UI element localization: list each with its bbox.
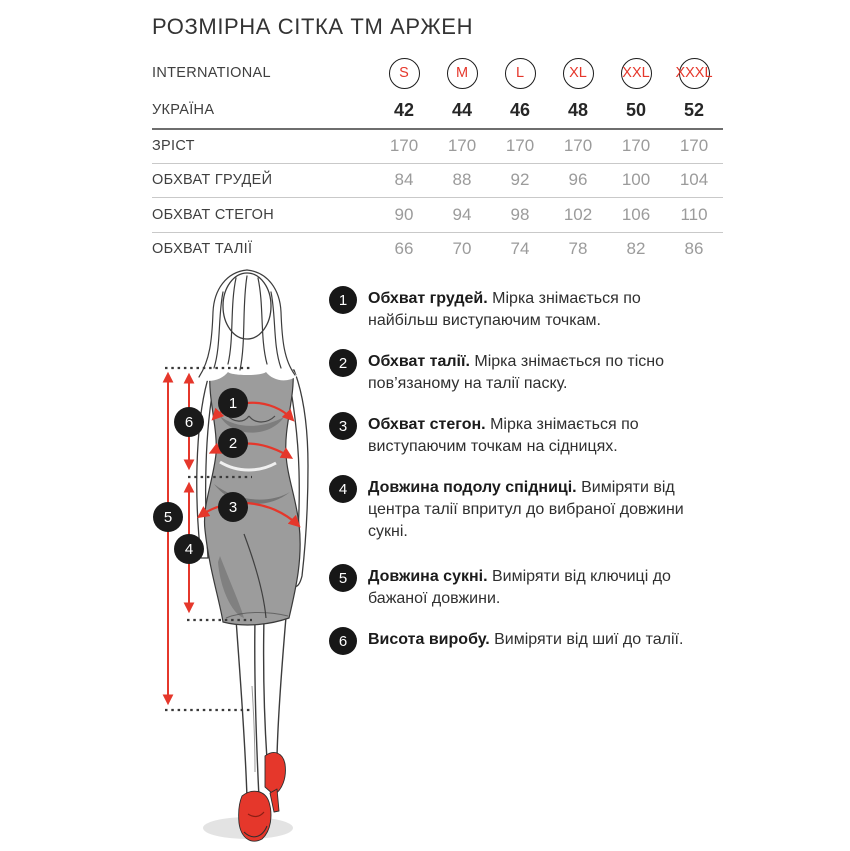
instruction-item-2 xyxy=(329,351,711,395)
size-circle-xl: XL xyxy=(563,58,594,89)
row-label: ОБХВАТ ГРУДЕЙ xyxy=(152,172,273,189)
ukraine-size: 48 xyxy=(567,99,589,120)
row-label-ukraine: УКРАЇНА xyxy=(152,102,215,118)
instruction-text: Довжина сукні. Виміряти від ключиці до бажаної довжини. xyxy=(368,568,671,607)
instruction-badge: 6 xyxy=(329,627,357,655)
row-label: ЗРІСТ xyxy=(152,138,195,155)
figure-marker-1: 1 xyxy=(218,388,248,418)
figure-marker-5: 5 xyxy=(153,502,183,532)
table-cell: 94 xyxy=(452,204,472,224)
size-circle-s: S xyxy=(389,58,420,89)
ukraine-size: 42 xyxy=(393,99,415,120)
table-cell: 74 xyxy=(510,239,530,259)
table-cell: 84 xyxy=(394,170,414,190)
table-cell: 104 xyxy=(679,170,709,190)
table-cell: 66 xyxy=(394,239,414,259)
instruction-text: Обхват стегон. Мірка знімається по виступаючим точкам на сідницях. xyxy=(368,416,639,455)
table-row-ukraine xyxy=(152,92,723,128)
row-label: ОБХВАТ ТАЛІЇ xyxy=(152,241,253,258)
table-cell: 170 xyxy=(505,136,535,156)
page-title: РОЗМІРНА СІТКА ТМ АРЖЕН xyxy=(152,14,474,39)
table-cell: 70 xyxy=(452,239,472,259)
instruction-text: Обхват талії. Мірка знімається по тісно пов’язаному на талії паску. xyxy=(368,353,665,392)
size-table xyxy=(152,54,723,266)
instruction-text: Довжина подолу спідниці. Виміряти від центра талії впритул до вибраної довжини сукні. xyxy=(368,479,684,540)
ukraine-size: 46 xyxy=(509,99,531,120)
table-cell: 170 xyxy=(447,136,477,156)
size-circle-l: L xyxy=(505,58,536,89)
figure-marker-2: 2 xyxy=(218,428,248,458)
row-label-international: INTERNATIONAL xyxy=(152,65,271,81)
size-circle-xxl: XXL xyxy=(621,58,652,89)
row-label: ОБХВАТ СТЕГОН xyxy=(152,206,274,223)
figure-marker-6: 6 xyxy=(174,407,204,437)
size-circle-xxxl: XXXL xyxy=(679,58,710,89)
instruction-badge: 2 xyxy=(329,349,357,377)
table-cell: 170 xyxy=(621,136,651,156)
instruction-badge: 3 xyxy=(329,412,357,440)
table-cell: 78 xyxy=(568,239,588,259)
figure-marker-4: 4 xyxy=(174,534,204,564)
head xyxy=(197,268,297,381)
table-cell: 90 xyxy=(394,204,414,224)
table-cell: 100 xyxy=(621,170,651,190)
ukraine-size: 44 xyxy=(451,99,473,120)
instruction-badge: 4 xyxy=(329,475,357,503)
table-cell: 170 xyxy=(389,136,419,156)
table-row-height xyxy=(152,128,723,163)
table-cell: 96 xyxy=(568,170,588,190)
table-row-hips xyxy=(152,197,723,232)
table-cell: 106 xyxy=(621,204,651,224)
table-cell: 98 xyxy=(510,204,530,224)
table-cell: 110 xyxy=(680,204,708,224)
table-cell: 102 xyxy=(563,204,593,224)
measurement-instructions xyxy=(329,288,711,674)
ukraine-size: 52 xyxy=(683,99,705,120)
table-row-waist xyxy=(152,232,723,267)
table-cell: 92 xyxy=(510,170,530,190)
instruction-item-3 xyxy=(329,414,711,458)
instruction-item-6 xyxy=(329,629,711,655)
instruction-item-5 xyxy=(329,566,711,610)
instruction-item-1 xyxy=(329,288,711,332)
table-row-chest xyxy=(152,163,723,198)
ukraine-size: 50 xyxy=(625,99,647,120)
table-cell: 86 xyxy=(684,239,704,259)
instruction-text: Обхват грудей. Мірка знімається по найбільш виступаючим точкам. xyxy=(368,290,641,329)
table-cell: 170 xyxy=(563,136,593,156)
table-cell: 170 xyxy=(679,136,709,156)
table-cell: 88 xyxy=(452,170,472,190)
instruction-badge: 5 xyxy=(329,564,357,592)
instruction-text: Висота виробу. Виміряти від шиї до талії. xyxy=(368,631,684,648)
figure-marker-3: 3 xyxy=(218,492,248,522)
instruction-item-4 xyxy=(329,477,711,543)
table-cell: 82 xyxy=(626,239,646,259)
instruction-badge: 1 xyxy=(329,286,357,314)
size-circle-m: M xyxy=(447,58,478,89)
table-row-international xyxy=(152,54,723,92)
